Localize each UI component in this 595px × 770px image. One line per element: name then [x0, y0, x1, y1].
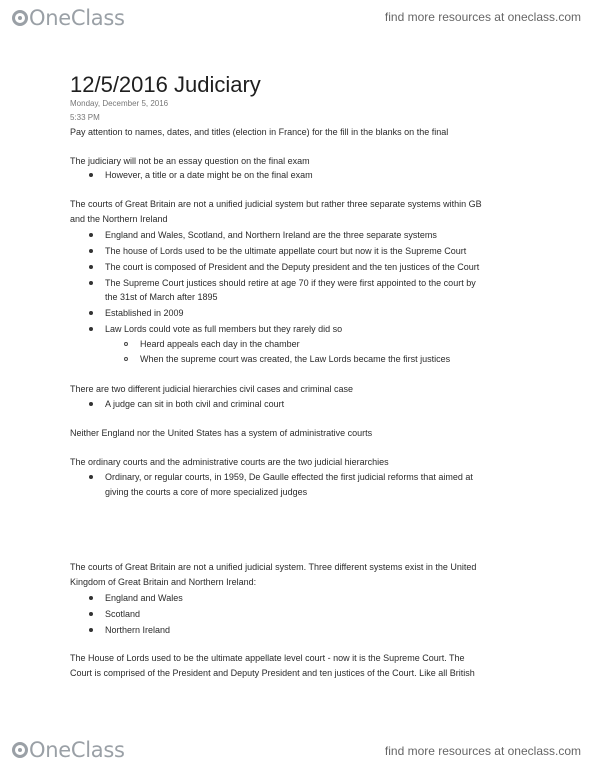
bullet-dot — [89, 311, 93, 315]
oneclass-logo[interactable] — [12, 6, 125, 30]
bullet-dot — [89, 327, 93, 331]
paragraph: The courts of Great Britain are not a unified judicial system. Three different systems exist in the United — [70, 562, 477, 572]
list-item: A judge can sit in both civil and criminal court — [105, 399, 285, 409]
list-item: The Supreme Court justices should retire at age 70 if they were first appointed to the court by — [105, 278, 476, 288]
footer-resources-link[interactable]: find more resources at oneclass.com — [384, 744, 581, 758]
bullet-dot — [89, 596, 93, 600]
oneclass-logo-icon — [12, 742, 28, 758]
list-item: When the supreme court was created, the Law Lords became the first justices — [140, 354, 451, 364]
oneclass-logo-icon — [12, 10, 28, 26]
note-date: Monday, December 5, 2016 — [70, 99, 169, 108]
bullet-dot — [89, 402, 93, 406]
oneclass-logo-footer[interactable] — [12, 738, 125, 762]
list-item: Established in 2009 — [105, 308, 184, 318]
page-title: 12/5/2016 Judiciary — [70, 72, 261, 97]
bullet-dot — [89, 233, 93, 237]
sub-bullet-circle — [124, 342, 128, 346]
paragraph: Neither England nor the United States has a system of administrative courts — [70, 428, 373, 438]
bullet-dot — [89, 265, 93, 269]
list-item: England and Wales, Scotland, and Northern Ireland are the three separate systems — [105, 230, 437, 240]
list-item: The court is composed of President and the Deputy president and the ten justices of the Court — [105, 262, 480, 272]
paragraph: and the Northern Ireland — [70, 214, 168, 224]
paragraph: There are two different judicial hierarchies civil cases and criminal case — [70, 384, 353, 394]
list-item: England and Wales — [105, 593, 183, 603]
paragraph: Pay attention to names, dates, and titles (election in France) for the fill in the blanks on the final — [70, 127, 449, 137]
bullet-dot — [89, 249, 93, 253]
bullet-dot — [89, 173, 93, 177]
brand-name: OneClass — [29, 738, 125, 762]
list-item: However, a title or a date might be on the final exam — [105, 170, 313, 180]
paragraph: Court is comprised of the President and Deputy President and ten justices of the Court. Like all British — [70, 668, 475, 678]
list-item: Scotland — [105, 609, 141, 619]
list-item: Law Lords could vote as full members but they rarely did so — [105, 324, 343, 334]
list-item: Ordinary, or regular courts, in 1959, De Gaulle effected the first judicial reforms that aimed at — [105, 472, 473, 482]
paragraph: The judiciary will not be an essay question on the final exam — [70, 156, 310, 166]
bullet-dot — [89, 628, 93, 632]
paragraph: The House of Lords used to be the ultimate appellate level court - now it is the Supreme Court. The — [70, 653, 465, 663]
bullet-dot — [89, 475, 93, 479]
paragraph: Kingdom of Great Britain and Northern Ireland: — [70, 577, 257, 587]
header-resources-link[interactable]: find more resources at oneclass.com — [384, 10, 581, 24]
list-item: Northern Ireland — [105, 625, 171, 635]
note-time: 5:33 PM — [70, 113, 100, 122]
list-item: the 31st of March after 1895 — [105, 292, 218, 302]
sub-bullet-circle — [124, 357, 128, 361]
paragraph: The ordinary courts and the administrative courts are the two judicial hierarchies — [70, 457, 389, 467]
bullet-dot — [89, 612, 93, 616]
list-item: giving the courts a core of more specialized judges — [105, 487, 308, 497]
paragraph: The courts of Great Britain are not a unified judicial system but rather three separate systems within GB — [70, 199, 482, 209]
list-item: Heard appeals each day in the chamber — [140, 339, 300, 349]
brand-name: OneClass — [29, 6, 125, 30]
bullet-dot — [89, 281, 93, 285]
list-item: The house of Lords used to be the ultimate appellate court but now it is the Supreme Court — [105, 246, 467, 256]
